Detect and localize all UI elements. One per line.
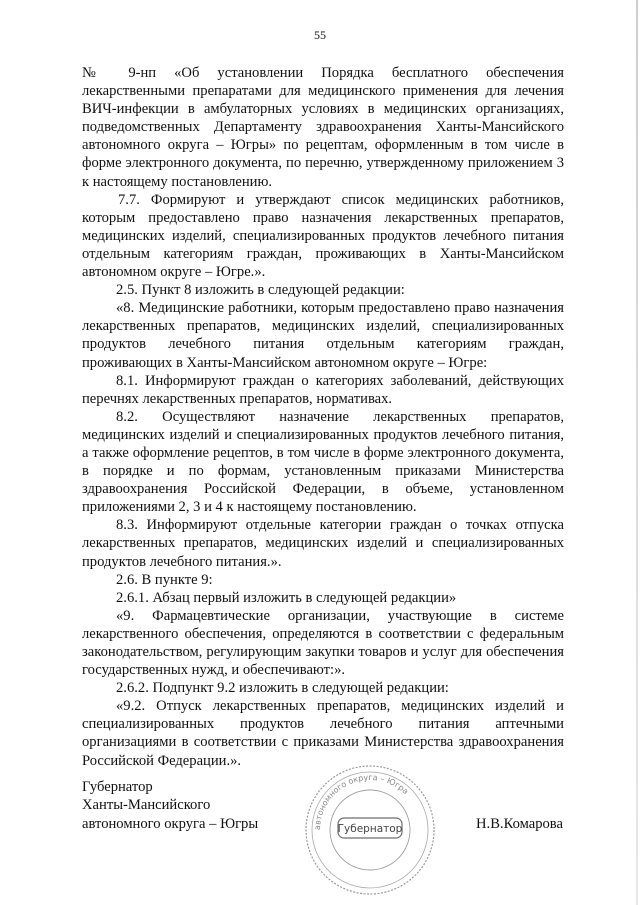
paragraph-8: «8. Медицинские работники, которым предоставлено право назначения лекарственных препаратов, медицинских изделий, специализированных продуктов лечебного питания отдельным категориям граждан, проживающих в Ханты-Мансийском автономном округе – Югре: [82, 300, 564, 371]
page-number: 55 [314, 28, 326, 42]
paragraph-9-2: «9.2. Отпуск лекарственных препаратов, медицинских изделий и специализированных продуктов лечебного питания аптечными организациями в соответствии с приказами Министерства здравоохранения Российской Федерации.». [82, 698, 564, 769]
paragraph-8-1: 8.1. Информируют граждан о категориях заболеваний, действующих перечнях лекарственных препаратов, нормативах. [82, 372, 564, 407]
paragraph-7-7: 7.7. Формируют и утверждают список медицинских работников, которым предоставлено право назначения лекарственных препаратов, медицинских изделий, специализированных продуктов лечебного питания отдельным категориям граждан, проживающих в Ханты-Мансийском автономном округе – Югре.». [82, 191, 564, 281]
signer-title-line-2: Ханты-Мансийского [82, 797, 211, 814]
official-stamp [300, 762, 440, 898]
paragraph-2-5: 2.5. Пункт 8 изложить в следующей редакции: [116, 282, 405, 299]
signature-block [82, 778, 258, 833]
page-edge-divider [636, 0, 638, 905]
signer-title-line-1: Губернатор [82, 779, 153, 795]
document-body [82, 64, 564, 770]
stamp-ring-text: автономного округа – Югра [312, 772, 411, 831]
paragraph-2-6-2: 2.6.2. Подпункт 9.2 изложить в следующей редакции: [116, 680, 449, 697]
signer-name: Н.В.Комарова [476, 816, 563, 832]
paragraph-2-6: 2.6. В пункте 9: [116, 571, 213, 588]
stamp-center-text: Губернатор [337, 823, 403, 835]
paragraph-continuation: № 9-нп «Об установлении Порядка бесплатного обеспечения лекарственными препаратами для медицинского применения для лечения ВИЧ-инфекции в амбулаторных условиях в медицинских организациях, подведомственных Департаменту здравоохранения Ханты-Мансийского автономного округа – Югры» по рецептам, оформленным в том числе в форме электронного документа, по перечню, утвержденному приложением 3 к настоящему постановлению. [82, 65, 564, 190]
paragraph-8-3: 8.3. Информируют отдельные категории граждан о точках отпуска лекарственных препаратов, медицинских изделий и специализированных продуктов лечебного питания.». [82, 517, 564, 570]
paragraph-2-6-1: 2.6.1. Абзац первый изложить в следующей редакции» [116, 589, 457, 606]
paragraph-8-2: 8.2. Осуществляют назначение лекарственных препаратов, медицинских изделий и специализированных продуктов лечебного питания, а также оформление рецептов, в том числе в форме электронного документа, в порядке и по формам, установленным приказами Министерства здравоохранения Российской Федерации, в объеме, установленном приложениями 2, 3 и 4 к настоящему постановлению. [82, 408, 564, 516]
signer-title-line-3: автономного округа – Югры [82, 815, 259, 832]
paragraph-9: «9. Фармацевтические организации, участвующие в системе лекарственного обеспечения, определяются в соответствии с федеральным законодательством, регулирующим закупки товаров и услуг для обеспечения государственных нужд, и обеспечивают:». [82, 607, 564, 679]
